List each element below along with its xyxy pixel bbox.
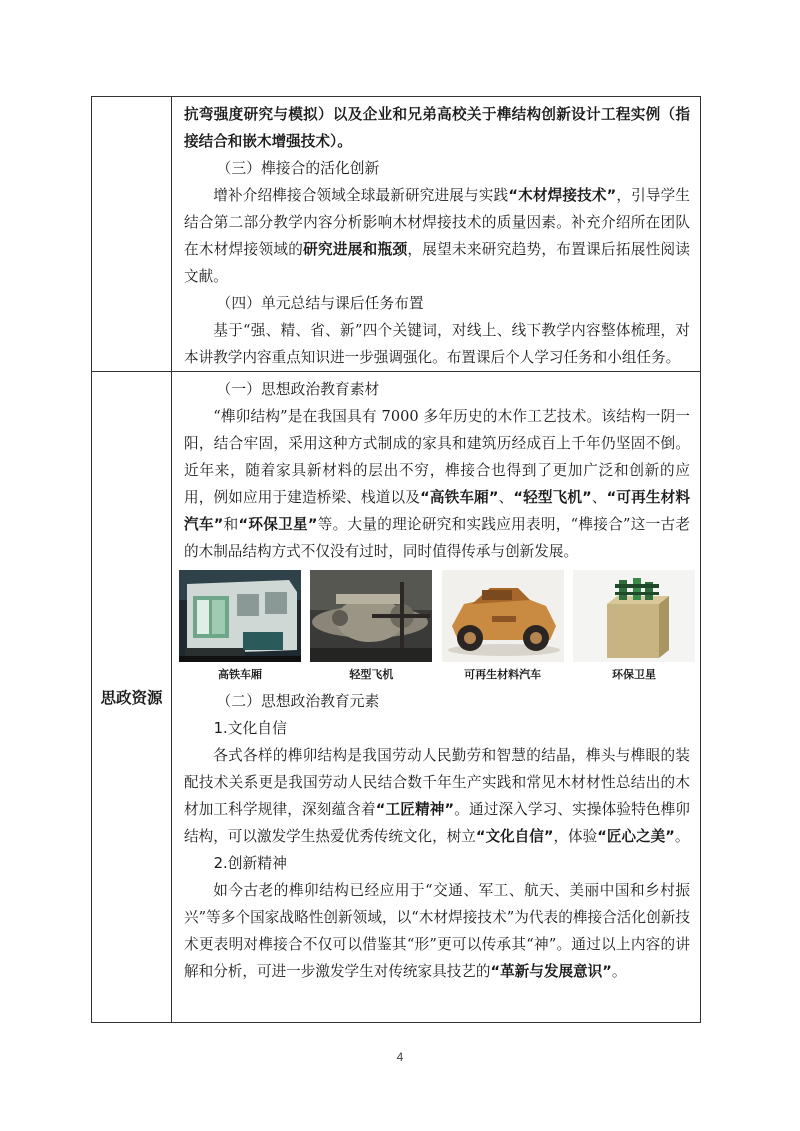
image-item <box>442 570 564 684</box>
section-heading-2: （二）思想政治教育元素 <box>216 693 380 710</box>
image-item <box>179 570 301 684</box>
right-cell-ideological-resources <box>172 372 701 1023</box>
image-item <box>310 570 432 684</box>
image-caption: 高铁车厢 <box>218 668 262 681</box>
image-row <box>179 570 695 684</box>
right-cell-teaching-content <box>172 97 701 372</box>
table-row <box>92 97 701 372</box>
paragraph-cultural-confidence: 各式各样的榫卯结构是我国劳动人民勤劳和智慧的结晶，榫头与榫眼的装配技术关系更是我国劳动人民结合数千年生产实践和常见木材材性总结出的木材加工科学规律，深刻蕴含着“工匠精神”。通过深入学习、实操体验特色榫卯结构，可以激发学生热爱优秀传统文化，树立“文化自信”，体验“匠心之美”。 <box>184 747 690 845</box>
paragraph-mortise-history: “榫卯结构”是在我国具有 7000 多年历史的木作工艺技术。该结构一阴一阳，结合牢固，采用这种方式制成的家具和建筑历经成百上千年仍坚固不倒。近年来，随着家具新材料的层出不穷，榫接合也得到了更加广泛和创新的应用，例如应用于建造桥梁、栈道以及“高铁车厢”、“轻型飞机”、“可再生材料汽车”和“环保卫星”等。大量的理论研究和实践应用表明，“榫接合”这一古老的木制品结构方式不仅没有过时，同时值得传承与创新发展。 <box>184 408 690 560</box>
left-cell-label <box>92 372 172 1023</box>
section-heading-1: （一）思想政治教育素材 <box>216 381 380 398</box>
wooden-car-photo <box>442 570 564 662</box>
subheading-cultural-confidence: 1.文化自信 <box>213 720 287 737</box>
image-caption: 可再生材料汽车 <box>464 668 542 681</box>
image-caption: 轻型飞机 <box>349 668 394 681</box>
table-row <box>92 372 701 1023</box>
image-caption: 环保卫星 <box>611 668 656 681</box>
section-heading-3: （三）榫接合的活化创新 <box>216 160 380 177</box>
paragraph-wood-welding: 增补介绍榫接合领域全球最新研究进展与实践“木材焊接技术”，引导学生结合第二部分教学内容分析影响木材焊接技术的质量因素。补充介绍所在团队在木材焊接领域的研究进展和瓶颈，展望未来研究趋势，布置课后拓展性阅读文献。 <box>184 187 690 285</box>
content-table <box>91 96 701 1023</box>
page-number: 4 <box>396 1050 404 1064</box>
paragraph-innovation-spirit: 如今古老的榫卯结构已经应用于“交通、军工、航天、美丽中国和乡村振兴”等多个国家战略性创新领域，以“木材焊接技术”为代表的榫接合活化创新技术更表明对榫接合不仅可以借鉴其“形”更可以传承其“神”。通过以上内容的讲解和分析，可进一步激发学生对传统家具技艺的“革新与发展意识”。 <box>184 882 690 980</box>
wooden-satellite-photo <box>573 570 695 662</box>
side-label: 思政资源 <box>100 689 163 707</box>
paragraph-research-examples: 抗弯强度研究与模拟）以及企业和兄弟高校关于榫结构创新设计工程实例（指接结合和嵌木增强技术）。 <box>184 106 690 150</box>
paragraph-summary: 基于“强、精、省、新”四个关键词，对线上、线下教学内容整体梳理，对本讲教学内容重点知识进一步强调强化。布置课后个人学习任务和小组任务。 <box>184 322 690 366</box>
section-heading-4: （四）单元总结与课后任务布置 <box>216 295 424 312</box>
light-aircraft-photo <box>310 570 432 662</box>
left-cell-empty <box>92 97 172 372</box>
subheading-innovation-spirit: 2.创新精神 <box>213 855 287 872</box>
image-item <box>573 570 695 684</box>
train-carriage-photo <box>179 570 301 662</box>
